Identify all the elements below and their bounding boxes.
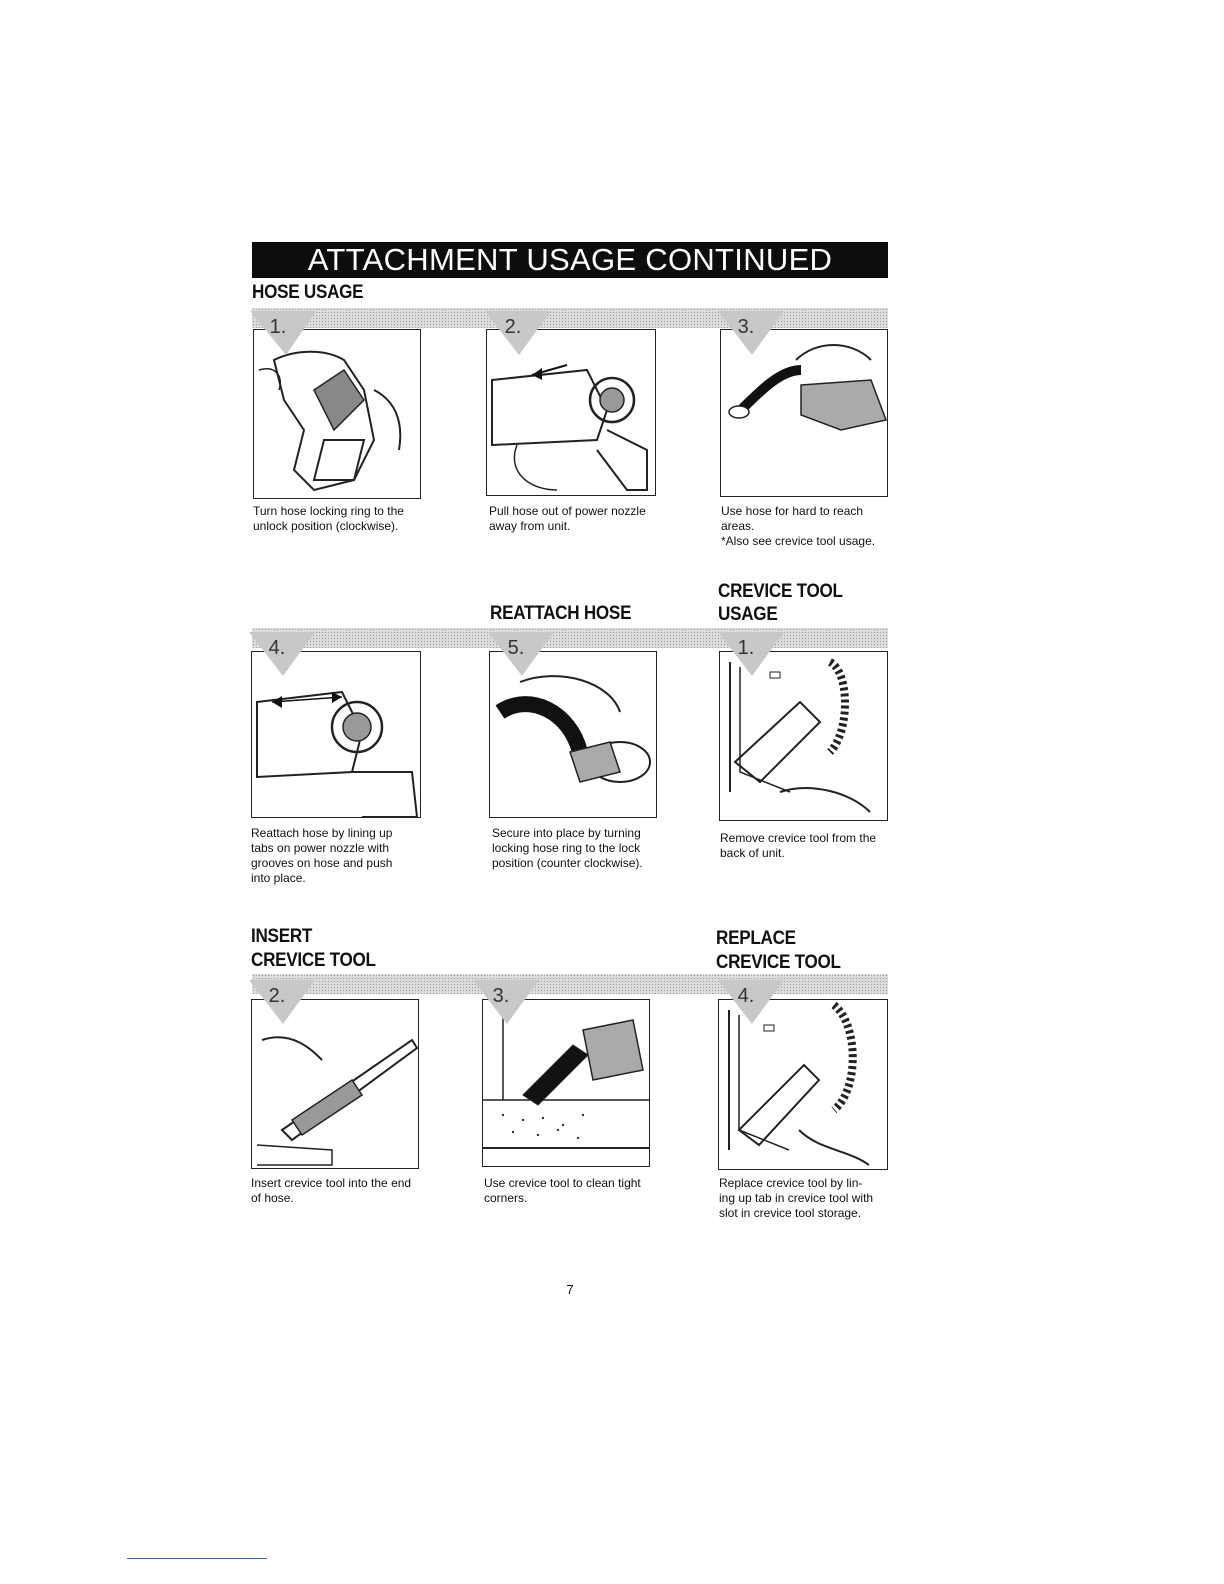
page-banner: ATTACHMENT USAGE CONTINUED <box>252 242 888 278</box>
dotted-strip-row3 <box>252 974 888 994</box>
heading-insert-crevice-line1: INSERT <box>251 926 313 947</box>
dotted-strip-row1 <box>252 308 888 328</box>
page-number: 7 <box>566 1282 574 1297</box>
caption-step5: Secure into place by turning locking hose ring to the lock position (counter clockwise). <box>492 826 643 870</box>
caption-step1: Turn hose locking ring to the unlock position (clockwise). <box>253 504 404 533</box>
step-number-5: 5. <box>507 637 525 659</box>
step-number-4: 4. <box>268 637 286 659</box>
caption-step2: Pull hose out of power nozzle away from unit. <box>489 504 646 533</box>
step-number-3: 3. <box>737 316 755 338</box>
step-number-crevice-4: 4. <box>737 985 755 1007</box>
caption-crevice-4: Replace crevice tool by lin- ing up tab in crevice tool with slot in crevice tool storage. <box>719 1176 874 1220</box>
step-number-2: 2. <box>504 316 522 338</box>
heading-replace-crevice-line1: REPLACE <box>716 928 796 949</box>
step-number-crevice-1: 1. <box>737 637 755 659</box>
caption-crevice-3: Use crevice tool to clean tight corners. <box>484 1176 641 1205</box>
step-number-1: 1. <box>269 316 287 338</box>
caption-crevice-1: Remove crevice tool from the back of unit. <box>720 831 877 860</box>
heading-insert-crevice-line2: CREVICE TOOL <box>251 950 376 971</box>
heading-replace-crevice-line2: CREVICE TOOL <box>716 952 841 973</box>
caption-step4: Reattach hose by lining up tabs on power nozzle with grooves on hose and push into place. <box>251 826 393 885</box>
heading-crevice-tool-usage-line2: USAGE <box>718 604 778 625</box>
scan-artifact-line <box>127 1558 267 1559</box>
caption-crevice-2: Insert crevice tool into the end of hose. <box>251 1176 412 1205</box>
heading-reattach-hose: REATTACH HOSE <box>490 603 632 624</box>
heading-crevice-tool-usage-line1: CREVICE TOOL <box>718 581 843 602</box>
dotted-strip-row2 <box>252 628 888 648</box>
step-number-crevice-3: 3. <box>492 985 510 1007</box>
caption-step3: Use hose for hard to reach areas. *Also see crevice tool usage. <box>721 504 876 548</box>
heading-hose-usage: HOSE USAGE <box>252 282 364 303</box>
step-number-crevice-2: 2. <box>268 985 286 1007</box>
